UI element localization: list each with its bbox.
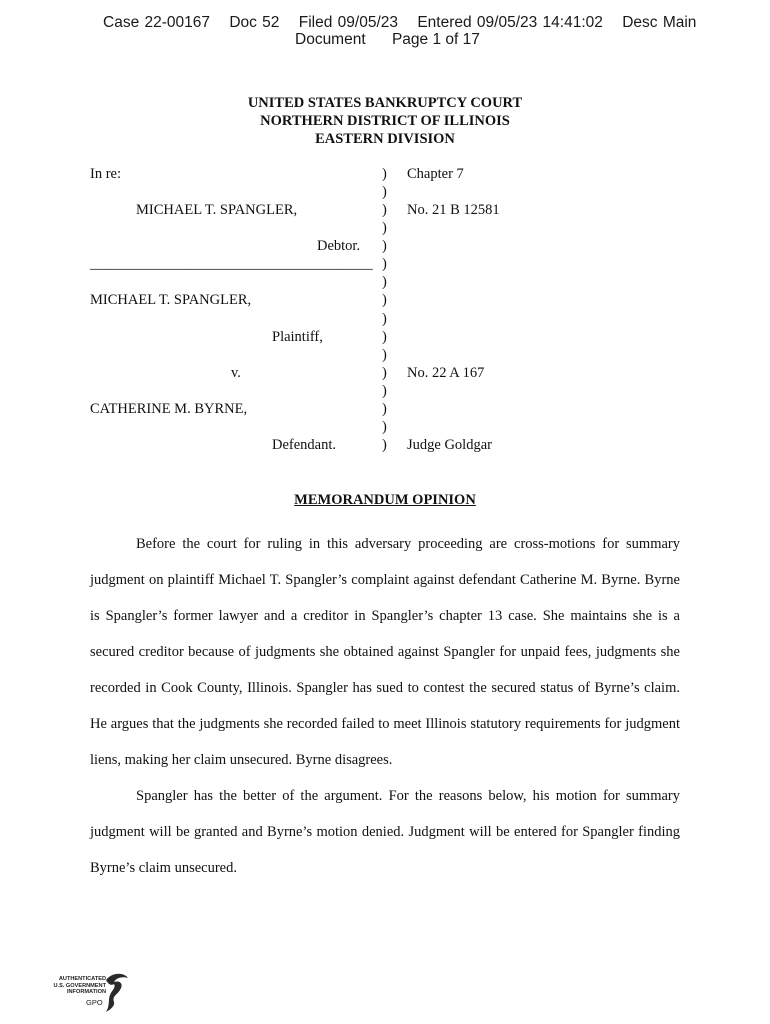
court-heading (0, 94, 770, 148)
caption-parenthesis: ) (382, 202, 387, 218)
eagle-icon (102, 970, 132, 1014)
court-division: EASTERN DIVISION (315, 131, 455, 147)
logo-text (44, 976, 106, 996)
gpo-authentication-logo (44, 970, 134, 1014)
page-count: Page 1 of 17 (391, 31, 480, 48)
caption-parenthesis: ) (382, 184, 387, 200)
caption-parenthesis: ) (382, 347, 387, 363)
defendant-label: Defendant. (272, 437, 337, 453)
caption-parenthesis: ) (382, 437, 387, 453)
paragraph-1: Before the court for ruling in this adversary proceeding are cross-motions for summary judgment on plaintiff Michael T. Spangler’s complaint against defendant Catherine M. Byrne. Byrne is Spangler’s former lawyer and a creditor in Spangler’s chapter 13 case. She maintains she is a secured creditor because of judgments she obtained against Spangler for unpaid fees, judgments she recorded in Cook County, Illinois. Spangler has sued to contest the secured status of Byrne’s claim. He argues that the judgments she recorded failed to meet Illinois statutory requirements for judgment liens, making her claim unsecured. Byrne disagrees. (90, 536, 680, 768)
caption-parenthesis: ) (382, 419, 387, 435)
caption-parenthesis: ) (382, 220, 387, 236)
defendant-name: CATHERINE M. BYRNE, (90, 401, 248, 417)
caption-parenthesis: ) (382, 292, 387, 308)
caption-parenthesis: ) (382, 329, 387, 345)
filing-header-line-1 (103, 14, 696, 32)
logo-line-authenticated: AUTHENTICATED (58, 976, 106, 982)
court-district: NORTHERN DISTRICT OF ILLINOIS (260, 113, 510, 129)
caption-parenthesis: ) (382, 365, 387, 381)
plaintiff-name: MICHAEL T. SPANGLER, (90, 292, 252, 308)
caption-separator: _______________________________________ (90, 256, 373, 272)
logo-line-information: INFORMATION (66, 989, 106, 995)
caption-parenthesis: ) (382, 383, 387, 399)
court-name: UNITED STATES BANKRUPTCY COURT (247, 95, 523, 111)
in-re-label: In re: (90, 166, 121, 182)
logo-mark-text: GPO (86, 998, 103, 1007)
case-number-label: No. 21 B 12581 (407, 202, 500, 218)
versus-label: v. (231, 365, 241, 381)
doc-number: Doc 52 (229, 14, 280, 31)
debtor-name: MICHAEL T. SPANGLER, (136, 202, 298, 218)
debtor-label: Debtor. (317, 238, 361, 254)
caption-parenthesis: ) (382, 311, 387, 327)
caption-parenthesis: ) (382, 274, 387, 290)
adversary-number-label: No. 22 A 167 (407, 365, 485, 381)
opinion-body (90, 526, 680, 886)
chapter-label: Chapter 7 (407, 166, 464, 182)
caption-parenthesis: ) (382, 238, 387, 254)
entered-date: Entered 09/05/23 14:41:02 (417, 14, 603, 31)
document-label: Document (295, 31, 366, 48)
filed-date: Filed 09/05/23 (298, 14, 398, 31)
logo-line-government: U.S. GOVERNMENT (53, 982, 106, 989)
judge-label: Judge Goldgar (407, 437, 492, 453)
paragraph-2: Spangler has the better of the argument. For the reasons below, his motion for summary judgment will be granted and Byrne’s motion denied. Judgment will be entered for Spangler finding Byrne’s claim unsecured. (90, 788, 680, 876)
filing-header-line-2 (295, 31, 502, 49)
caption-parenthesis: ) (382, 401, 387, 417)
plaintiff-label: Plaintiff, (272, 329, 323, 345)
description: Desc Main (622, 14, 697, 31)
case-number: Case 22-00167 (103, 14, 210, 31)
document-title: MEMORANDUM OPINION (294, 492, 476, 508)
caption-parenthesis: ) (382, 256, 387, 272)
caption-parenthesis: ) (382, 166, 387, 182)
